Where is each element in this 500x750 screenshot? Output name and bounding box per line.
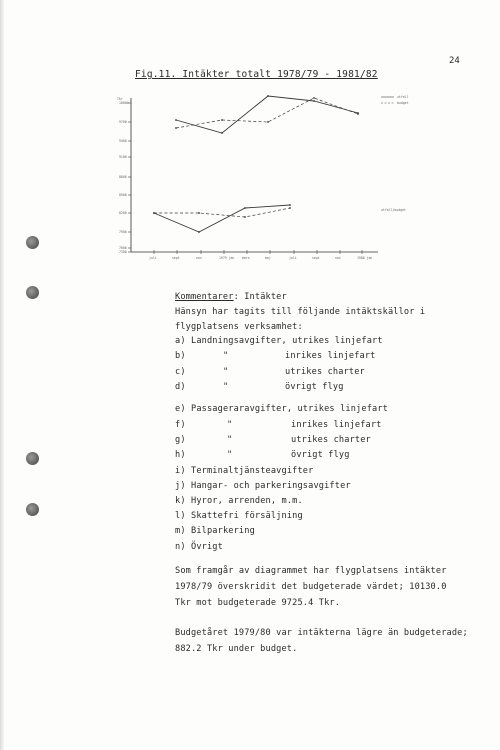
series-point — [267, 95, 269, 97]
y-tick-label: 8500 — [119, 193, 127, 197]
list-item-key: k) — [175, 496, 186, 506]
ditto-mark: " — [223, 367, 229, 377]
y-tick-label: 8800 — [119, 175, 127, 179]
paragraph-line: Tkr mot budgeterade 9725.4 Tkr. — [175, 598, 341, 608]
figure-title: Fig.11. Intäkter totalt 1978/79 - 1981/82 — [135, 69, 378, 80]
intro-line: Hänsyn har tagits till följande intäktskällor i — [175, 307, 426, 317]
ditto-mark: " — [223, 382, 229, 392]
paragraph-line: Budgetåret 1979/80 var intäkterna lägre än budgeterade; — [175, 628, 468, 638]
series-point — [313, 97, 315, 99]
y-tick-label: 8200 — [119, 211, 127, 215]
series-line-upper-solid — [176, 96, 358, 133]
list-item-key: h) — [175, 450, 186, 460]
series-point — [289, 207, 291, 209]
y-tick-label: 9400 — [119, 139, 127, 143]
list-item-text: Passageraravgifter, utrikes linjefart — [191, 404, 388, 414]
list-item-key: b) — [175, 351, 186, 361]
legend-upper-utfall: utfall — [397, 95, 409, 99]
list-item-key: a) — [175, 336, 186, 346]
list-item-text: Skattefri försäljning — [191, 511, 303, 521]
y-tick-label: 7600 — [119, 246, 127, 250]
list-item-key: l) — [175, 511, 186, 521]
series-point — [289, 204, 291, 206]
x-tick-label: 1979 jan — [219, 256, 235, 260]
comments-heading-rest: : Intäkter — [233, 292, 287, 302]
x-tick-label: sept — [312, 256, 320, 260]
list-item-key: c) — [175, 367, 186, 377]
ditto-mark: " — [227, 435, 233, 445]
series-layer — [153, 95, 359, 233]
series-line-lower-dashed — [154, 208, 290, 217]
list-item-key: e) — [175, 404, 186, 414]
series-point — [175, 119, 177, 121]
x-tick-label: 1980 jan — [357, 256, 373, 260]
series-point — [267, 121, 269, 123]
list-item-text: utrikes charter — [291, 435, 371, 445]
series-point — [221, 119, 223, 121]
list-item-text: Bilparkering — [191, 526, 255, 536]
series-point — [153, 212, 155, 214]
comments-heading — [175, 290, 287, 305]
y-tick-label: 9100 — [119, 155, 127, 159]
series-line-lower-solid — [154, 205, 290, 232]
list-item-text: Övrigt — [191, 542, 223, 552]
paragraph-line: Som framgår av diagrammet har flygplatsens intäkter — [175, 566, 447, 576]
series-point — [175, 127, 177, 129]
x-tick-label: sept — [172, 256, 180, 260]
paragraph-line: 882.2 Tkr under budget. — [175, 644, 298, 654]
comments-heading-underlined: Kommentarer — [175, 292, 234, 302]
legend-lower: utfall/budget — [381, 208, 406, 212]
y-unit-label: Tkr — [117, 97, 123, 101]
y-tick-label: 9700 — [119, 120, 127, 124]
x-tick-label: juli — [149, 256, 157, 260]
list-item-text: inrikes linjefart — [291, 420, 382, 430]
legend-upper-budget: budget — [397, 101, 409, 105]
comments-intro — [175, 305, 425, 335]
series-point — [198, 231, 200, 233]
y-tick-label: 7900 — [119, 230, 127, 234]
y-tick-label: 7300 — [119, 250, 127, 254]
list-item-text: Hangar- och parkeringsavgifter — [191, 481, 351, 491]
series-point — [244, 207, 246, 209]
list-item-text: inrikes linjefart — [285, 351, 376, 361]
list-item-text: Landningsavgifter, utrikes linjefart — [191, 336, 383, 346]
series-point — [198, 212, 200, 214]
x-tick-label: mars — [242, 256, 250, 260]
series-point — [357, 113, 359, 115]
x-tick-label: maj — [265, 256, 271, 260]
x-tick-label: nov — [196, 256, 202, 260]
list-item-text: Terminaltjänsteavgifter — [191, 466, 314, 476]
list-item-text: utrikes charter — [285, 367, 365, 377]
x-tick-label: juli — [289, 256, 297, 260]
ditto-mark: " — [227, 420, 233, 430]
list-item-key: d) — [175, 382, 186, 392]
list-item-key: f) — [175, 420, 186, 430]
list-item-text: Hyror, arrenden, m.m. — [191, 496, 303, 506]
x-ticks — [149, 250, 372, 260]
series-point — [221, 132, 223, 134]
paragraph-2 — [175, 625, 468, 657]
list-item-key: g) — [175, 435, 186, 445]
list-item-text: övrigt flyg — [285, 382, 344, 392]
page-number: 24 — [449, 56, 460, 66]
list-item-key: m) — [175, 526, 186, 536]
series-point — [244, 216, 246, 218]
x-tick-label: nov — [335, 256, 341, 260]
y-ticks — [119, 101, 131, 254]
series-point — [313, 100, 315, 102]
y-tick-label: 10000 — [119, 101, 129, 105]
ditto-mark: " — [223, 351, 229, 361]
list-item-key: i) — [175, 466, 186, 476]
intro-line: flygplatsens verksamhet: — [175, 321, 303, 332]
ditto-mark: " — [227, 450, 233, 460]
list-item-text: övrigt flyg — [291, 450, 350, 460]
series-line-upper-dashed — [176, 98, 358, 128]
list-item-key: n) — [175, 542, 186, 552]
paragraph-line: 1978/79 överskridit det budgeterade värdet; 10130.0 — [175, 582, 447, 592]
chart-legend — [381, 95, 409, 212]
list-item-key: j) — [175, 481, 186, 491]
paragraph-1 — [175, 563, 447, 611]
